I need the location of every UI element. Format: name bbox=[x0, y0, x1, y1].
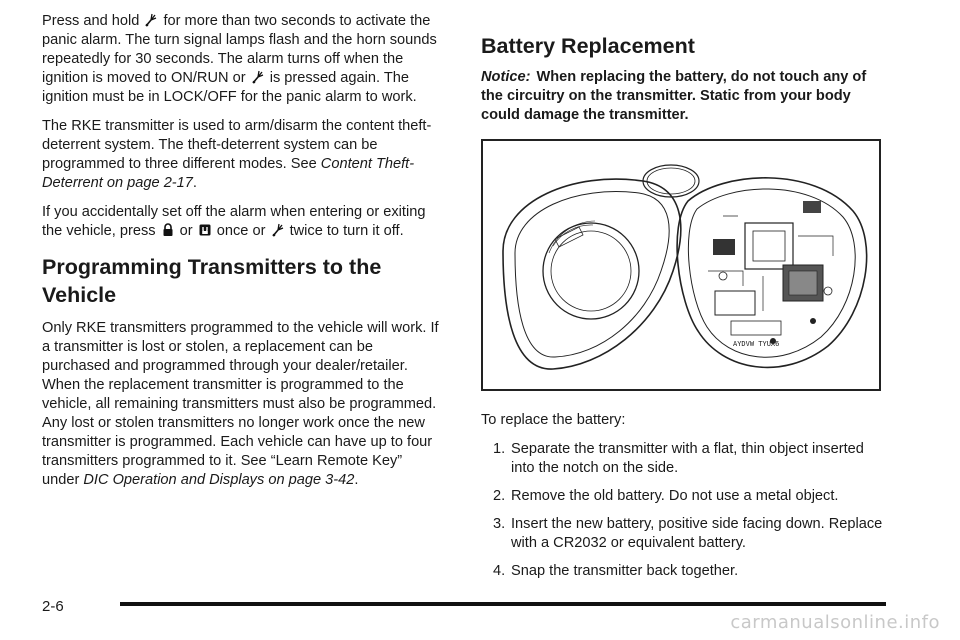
dic-operation-reference-link[interactable]: DIC Operation and Displays on page 3-42 bbox=[83, 472, 355, 488]
battery-steps-list bbox=[481, 440, 891, 581]
programming-paragraph: Only RKE transmitters programmed to the vehicle will work. If a transmitter is lost or stolen, a replacement can be purchased and programmed through your dealer/retailer. When the replacement transmitter is programmed to the vehicle, all remaining transmitters must also be programmed. Any lost or stolen transmitters no longer work once the new transmitter is programmed. Each vehicle can have up to four transmitters programmed to it. See “Learn Remote Key” under DIC Operation and Displays on page 3-42. bbox=[42, 320, 439, 488]
watermark: carmanualsonline.info bbox=[730, 612, 940, 633]
page-number: 2-6 bbox=[42, 598, 64, 615]
lock-icon bbox=[161, 223, 175, 237]
transmitter-drawing bbox=[483, 141, 879, 389]
left-column bbox=[42, 12, 442, 500]
transmitter-illustration bbox=[481, 139, 881, 391]
list-item: 4. Snap the transmitter back together. bbox=[493, 563, 739, 579]
panic-icon bbox=[144, 13, 158, 27]
battery-heading: Battery Replacement bbox=[481, 34, 695, 58]
panic-icon bbox=[251, 70, 265, 84]
panic-icon bbox=[271, 223, 285, 237]
battery-intro: To replace the battery: bbox=[481, 412, 626, 428]
panic-paragraph: Press and hold for more than two seconds to activate the panic alarm. The turn signal lamps flash and the horn sounds repeatedly for 30 seconds. The alarm turns off when the ignition is moved to ON/RUN or is pressed again. The ignition must be in LOCK/OFF for the panic alarm to work. bbox=[42, 13, 437, 105]
right-column bbox=[481, 12, 891, 590]
list-item: 1. Separate the transmitter with a flat, thin object inserted into the notch on the side. bbox=[493, 441, 864, 476]
list-item: 3. Insert the new battery, positive side facing down. Replace with a CR2032 or equivalent battery. bbox=[493, 516, 883, 551]
unlock-icon bbox=[198, 223, 212, 237]
programming-heading: Programming Transmitters to the Vehicle bbox=[42, 255, 382, 307]
rke-paragraph: The RKE transmitter is used to arm/disarm the content theft-deterrent system. The theft-deterrent system can be programmed to three different modes. See Content Theft-Deterrent on page 2-17. bbox=[42, 118, 432, 191]
content-theft-reference-link[interactable]: Content Theft-Deterrent on page 2-17 bbox=[42, 156, 415, 191]
svg-text:AYDVW TYUX6: AYDVW TYUX6 bbox=[733, 340, 780, 348]
alarm-off-paragraph: If you accidentally set off the alarm when entering or exiting the vehicle, press or once or twice to turn it off. bbox=[42, 204, 426, 239]
notice-paragraph: Notice: When replacing the battery, do not touch any of the circuitry on the transmitter. Static from your body could damage the transmitter. bbox=[481, 69, 867, 123]
footer-rule bbox=[120, 602, 886, 606]
list-item: 2. Remove the old battery. Do not use a metal object. bbox=[493, 488, 839, 504]
notice-label: Notice: bbox=[481, 69, 531, 85]
